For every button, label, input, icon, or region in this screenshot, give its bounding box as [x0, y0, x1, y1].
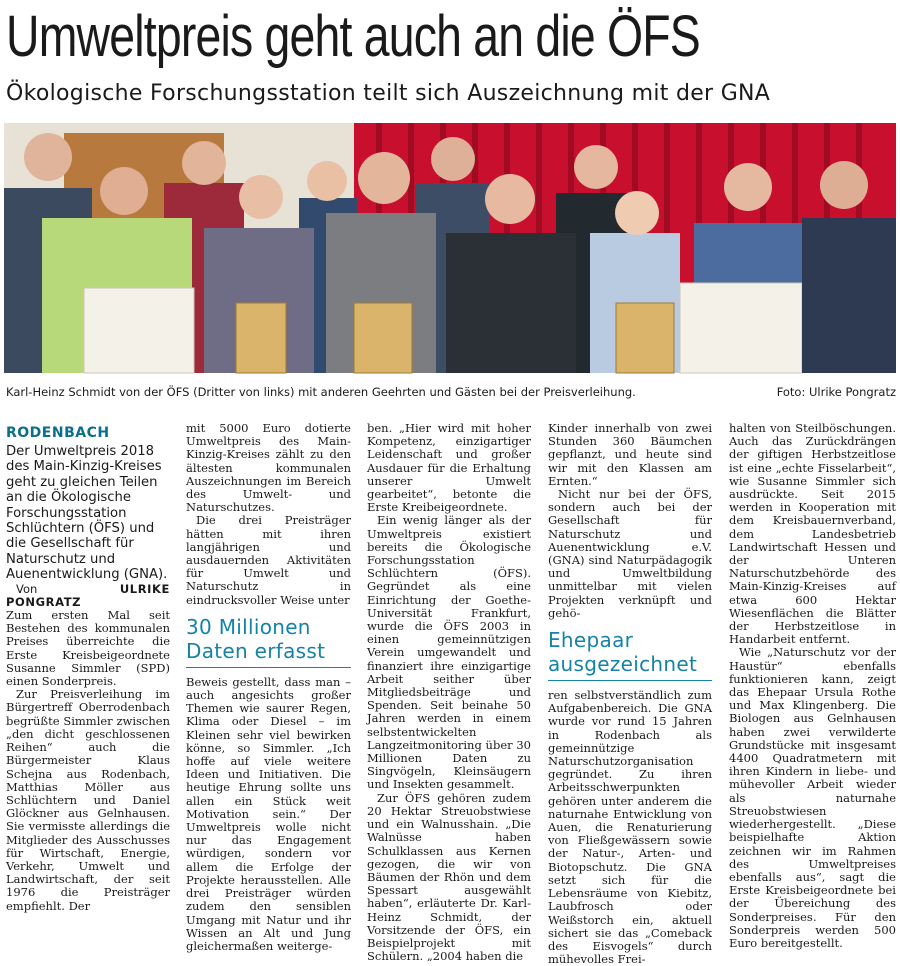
photo-caption-row: [6, 384, 896, 400]
paragraph: Wie „Naturschutz vor der Haustür“ ebenfalls funktionieren kann, zeigt das Ehepaar Ursula Rothe und Max Klingenberg. Die Biologen aus Gelnhausen haben zwei verwilderte Grundstücke mit insgesamt 4400 Quadratmetern mit ihren Kindern in liebe- und mühevoller Arbeit wieder als naturnahe Streuobstwiesen wiederhergestellt. „Diese beispielhafte Aktion zeichnen wir im Rahmen des Umweltpreises ebenfalls aus“, sagt die Erste Kreisbeigeordnete bei der Übereichung des Sonderpreises. Für den Sonderpreis werden 500 Euro bereitgestellt.: [729, 645, 896, 950]
byline: [6, 583, 170, 609]
byline-prefix: Von: [16, 581, 38, 596]
paragraph: Die drei Preisträger hätten mit ihren langjährigen und ausdauernden Aktivitäten für Umwelt und Naturschutz in eindrucksvoller Weise unter: [186, 513, 351, 607]
paragraph: Nicht nur bei der ÖFS, sondern auch bei der Gesellschaft für Naturschutz und Auenentwicklung e.V. (GNA) sind Naturpädagogik und Umweltbildung unmittelbar mit vielen Projekten verknüpft und gehö-: [548, 487, 712, 620]
dateline: RODENBACH: [6, 425, 110, 441]
article-column-5: [729, 421, 896, 950]
photo-caption: Karl-Heinz Schmidt von der ÖFS (Dritter von links) mit anderen Geehrten und Gästen bei der Preisverleihung.: [6, 385, 636, 399]
award-photo-illustration: [4, 123, 896, 373]
headline: Umweltpreis geht auch an die ÖFS: [6, 4, 700, 69]
article-column-3: [367, 421, 531, 964]
paragraph: Ein wenig länger als der Umweltpreis existiert bereits die Ökologische Forschungsstation Schlüchtern (ÖFS). Gegründet als eine Einrichtung der Goethe-Universität Frankfurt, wurde die ÖFS 2003 in einen gemeinnützigen Verein umgewandelt und finanziert ihre einzigartige Arbeit seither über Mitgliedsbeiträge und Spenden. Seit beinahe 50 Jahren werden in einem selbstentwickelten Langzeitmonitoring über 30 Millionen Daten zu Singvögeln, Kleinsäugern und Insekten gesammelt.: [367, 513, 531, 792]
paragraph: halten von Steilböschungen. Auch das Zurückdrängen der giftigen Herbstzeitlose ist eine „echte Fisselarbeit“, wie Susanne Simmler sich ausdrückte. Seit 2015 werden in Kooperation mit dem Kreisbauernverband, dem Landesbetrieb Landwirtschaft Hessen und der Unteren Naturschutzbehörde des Main-Kinzig-Kreises auf etwa 600 Hektar Wiesenflächen die Blätter der Herbstzeitlose in Handarbeit entfernt.: [729, 421, 896, 647]
lead-paragraph: Der Umweltpreis 2018 des Main-Kinzig-Kreises geht zu gleichen Teilen an die Ökologische Forschungsstation Schlüchtern (ÖFS) und die Gesellschaft für Naturschutz und Auenentwicklung (GNA).: [6, 444, 168, 583]
article-column-4: [548, 421, 712, 966]
paragraph: Kinder innerhalb von zwei Stunden 360 Bäumchen gepflanzt, und heute sind wir mit den Klassen am Ernten.“: [548, 421, 712, 488]
paragraph: Zur ÖFS gehören zudem 20 Hektar Streuobstwiese und ein Walnusshain. „Die Walnüsse haben Schulklassen aus Kernen gezogen, die wir von Bäumen der Rhön und dem Spessart ausgewählt haben“, erläuterte Dr. Karl-Heinz Schmidt, der Vorsitzende der ÖFS, ein Beispielprojekt mit Schülern. „2004 haben die: [367, 790, 531, 964]
section-subhead: 30 Millionen Daten erfasst: [186, 615, 351, 668]
paragraph: mit 5000 Euro dotierte Umweltpreis des Main-Kinzig-Kreises zählt zu den ältesten kommunalen Auszeichnungen im Bereich des Umwelt- und Naturschutzes.: [186, 421, 351, 515]
section-subhead: Ehepaar ausgezeichnet: [548, 628, 712, 681]
article-column-1: [6, 422, 170, 913]
subheadline: Ökologische Forschungsstation teilt sich Auszeichnung mit der GNA: [6, 81, 771, 106]
award-photo: [4, 123, 896, 373]
paragraph: ben. „Hier wird mit hoher Kompetenz, einzigartiger Leidenschaft und großer Ausdauer für die Erhaltung unserer Umwelt gearbeitet“, betonte die Erste Kreibeigeordnete.: [367, 421, 531, 515]
paragraph: Zum ersten Mal seit Bestehen des kommunalen Preises überreichte die Erste Kreisbeigeordnete Susanne Simmler (SPD) einen Sonderpreis.: [6, 608, 170, 689]
paragraph: Beweis gestellt, dass man – auch angesichts großer Themen wie saurer Regen, Klima oder Diesel – im Kleinen sehr viel bewirken könne, so Simmler. „Ich hoffe auf viele weitere Ideen und Initiativen. Die heutige Ehrung sollte uns allen ein Stück weit Motivation sein.“ Der Umweltpreis wolle nicht nur das Engagement würdigen, sondern vor allem die Erfolge der Projekte herausstellen. Alle drei Preisträger würden zudem den sensiblen Umgang mit Natur und ihr Wissen an Alt und Jung gleichermaßen weiterge-: [186, 674, 351, 953]
paragraph: ren selbstverständlich zum Aufgabenbereich. Die GNA wurde vor rund 15 Jahren in Rodenbach als gemeinnützige Naturschutzorganisation gegründet. Zu ihren Arbeitsschwerpunkten gehören unter anderem die naturnahe Entwicklung von Auen, die Renaturierung von Fließgewässern sowie der Natur-, Arten- und Biotopschutz. Die GNA setzt sich für die Lebensräume von Kiebitz, Laubfrosch oder Weißstorch ein, aktuell sichert sie das „Comeback des Eisvogels“ durch mühevolles Frei-: [548, 688, 712, 966]
paragraph: Zur Preisverleihung im Bürgertreff Oberrodenbach begrüßte Simmler zwischen „den dicht geschlossenen Reihen“ auch die Bürgermeister Klaus Schejna aus Rodenbach, Matthias Möller aus Schlüchtern und Daniel Glöckner aus Gelnhausen. Sie vermisste allerdings die Mitglieder des Ausschusses für Wirtschaft, Energie, Verkehr, Umwelt und Landwirtschaft, der seit 1976 die Preisträger empfiehlt. Der: [6, 687, 170, 913]
article-column-2: [186, 421, 351, 953]
photo-credit: Foto: Ulrike Pongratz: [776, 385, 896, 399]
byline-author: ULRIKE PONGRATZ: [6, 581, 170, 609]
